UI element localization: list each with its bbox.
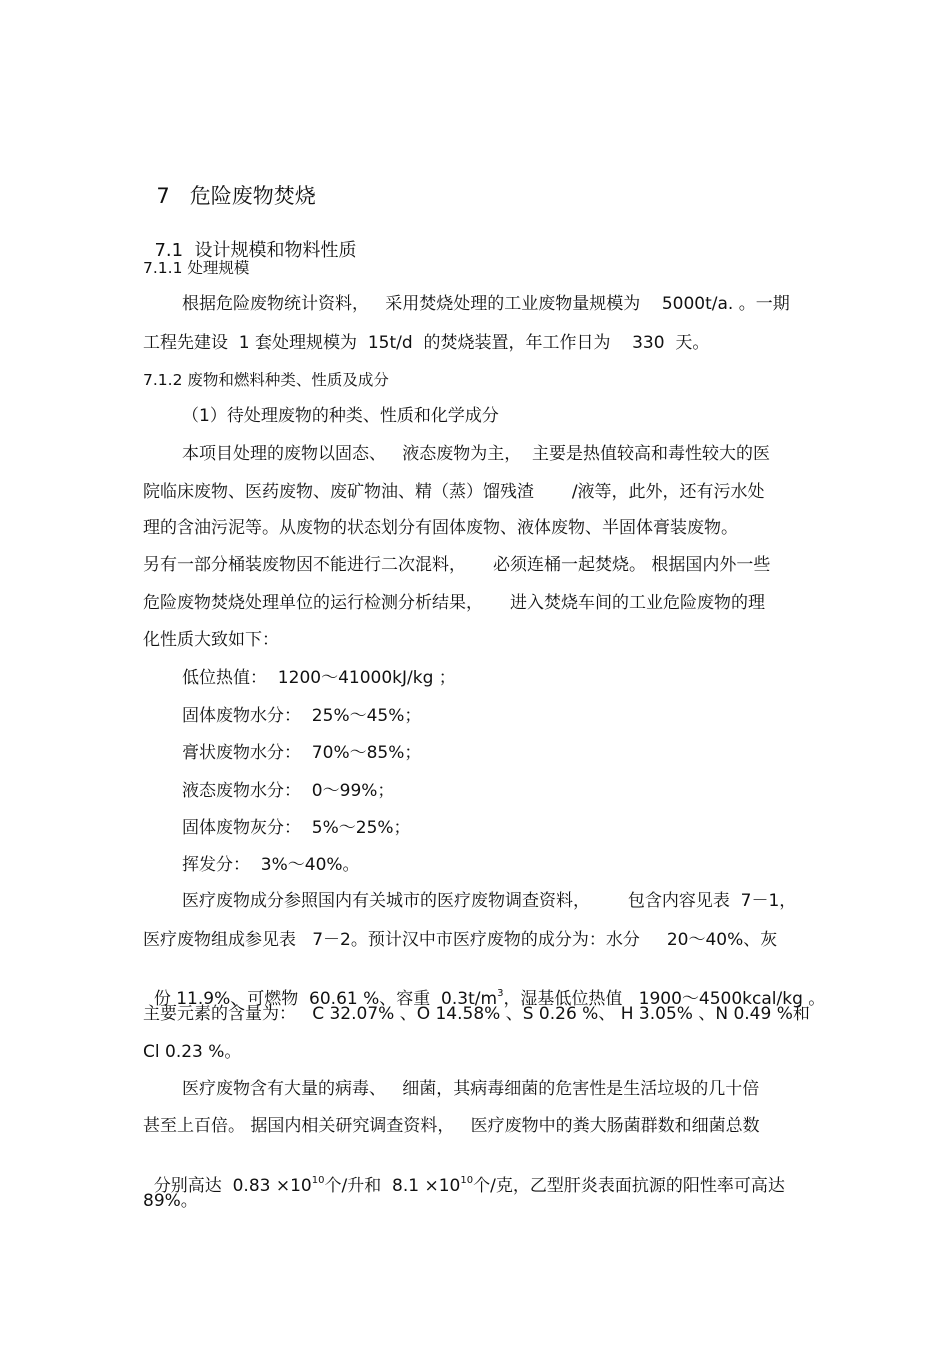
paragraph-line: 根据危险废物统计资料， 采用焚烧处理的工业废物量规模为 5000t/a. 。一期 [182,294,790,314]
paragraph-line: 医疗废物含有大量的病毒、 细菌，其病毒细菌的危害性是生活垃圾的几十倍 [182,1079,760,1099]
paragraph-line: 份 11.9%、可燃物 60.61 %、容重 $0.3t/m^3$，湿基低位热值 1900～4500kcal/kg 。 [153,988,826,1009]
section-number: 7.1 [154,240,184,261]
subsection-heading-712: 7.1.2 废物和燃料种类、性质及成分 [143,371,389,389]
paragraph-line: 另有一部分桶装废物因不能进行二次混料， 必须连桶一起焚烧。 根据国内外一些 [143,555,771,575]
superscript: 3 [497,988,504,999]
paragraph-line: 主要元素的含量为： C 32.07% 、O 14.58% 、S 0.26 %、 H 3.05% 、N 0.49 %和 [143,1004,810,1024]
paragraph-line: 89%。 [143,1191,198,1211]
section-heading [143,215,357,263]
property-line: 固体废物水分： 25%～45%； [182,706,422,726]
paragraph-line: 分别高达 $0.83 \times 10^{10}$个/升和 $8.1 \times 10^{10}$个/克，乙型肝炎表面抗源的阳性率可高达 [153,1175,785,1196]
chapter-heading [143,157,316,209]
property-line: 膏状废物水分： 70%～85%； [182,743,422,763]
chapter-number: 7 [156,184,170,208]
property-line: 低位热值： 1200～41000kJ/kg ； [182,668,456,688]
property-line: 挥发分： 3%～40%。 [182,855,360,875]
paragraph-line: 工程先建设 1 套处理规模为 15t/d 的焚烧装置，年工作日为 330 天。 [143,333,710,353]
chapter-title: 危险废物焚烧 [189,184,316,208]
section-title: 设计规模和物料性质 [194,240,357,261]
property-line: 液态废物水分： 0～99%； [182,781,395,801]
paragraph-line: 甚至上百倍。 据国内相关研究调查资料， 医疗废物中的粪大肠菌群数和细菌总数 [143,1116,760,1136]
property-line: 固体废物灰分： 5%～25%； [182,818,411,838]
superscript: 10 [460,1175,474,1186]
paragraph-line: 本项目处理的废物以固态、 液态废物为主， 主要是热值较高和毒性较大的医 [182,444,771,464]
paragraph-line: 理的含油污泥等。从废物的状态划分有固体废物、液体废物、半固体膏装废物。 [143,518,738,538]
paragraph-line: 危险废物焚烧处理单位的运行检测分析结果， 进入焚烧车间的工业危险废物的理 [143,593,766,613]
paragraph-line: 化性质大致如下： [143,630,279,650]
list-item-heading: （1）待处理废物的种类、性质和化学成分 [182,406,499,426]
paragraph-line: Cl 0.23 %。 [143,1042,242,1062]
superscript: 10 [311,1175,325,1186]
paragraph-line: 医疗废物组成参见表 7－2。预计汉中市医疗废物的成分为：水分 20～40%、灰 [143,930,778,950]
subsection-heading-711: 7.1.1 处理规模 [143,259,250,277]
paragraph-line: 院临床废物、医药废物、废矿物油、精（蒸）馏残渣 /液等，此外，还有污水处 [143,482,765,502]
paragraph-line: 医疗废物成分参照国内有关城市的医疗废物调查资料， 包含内容见表 7－1， [182,891,797,911]
